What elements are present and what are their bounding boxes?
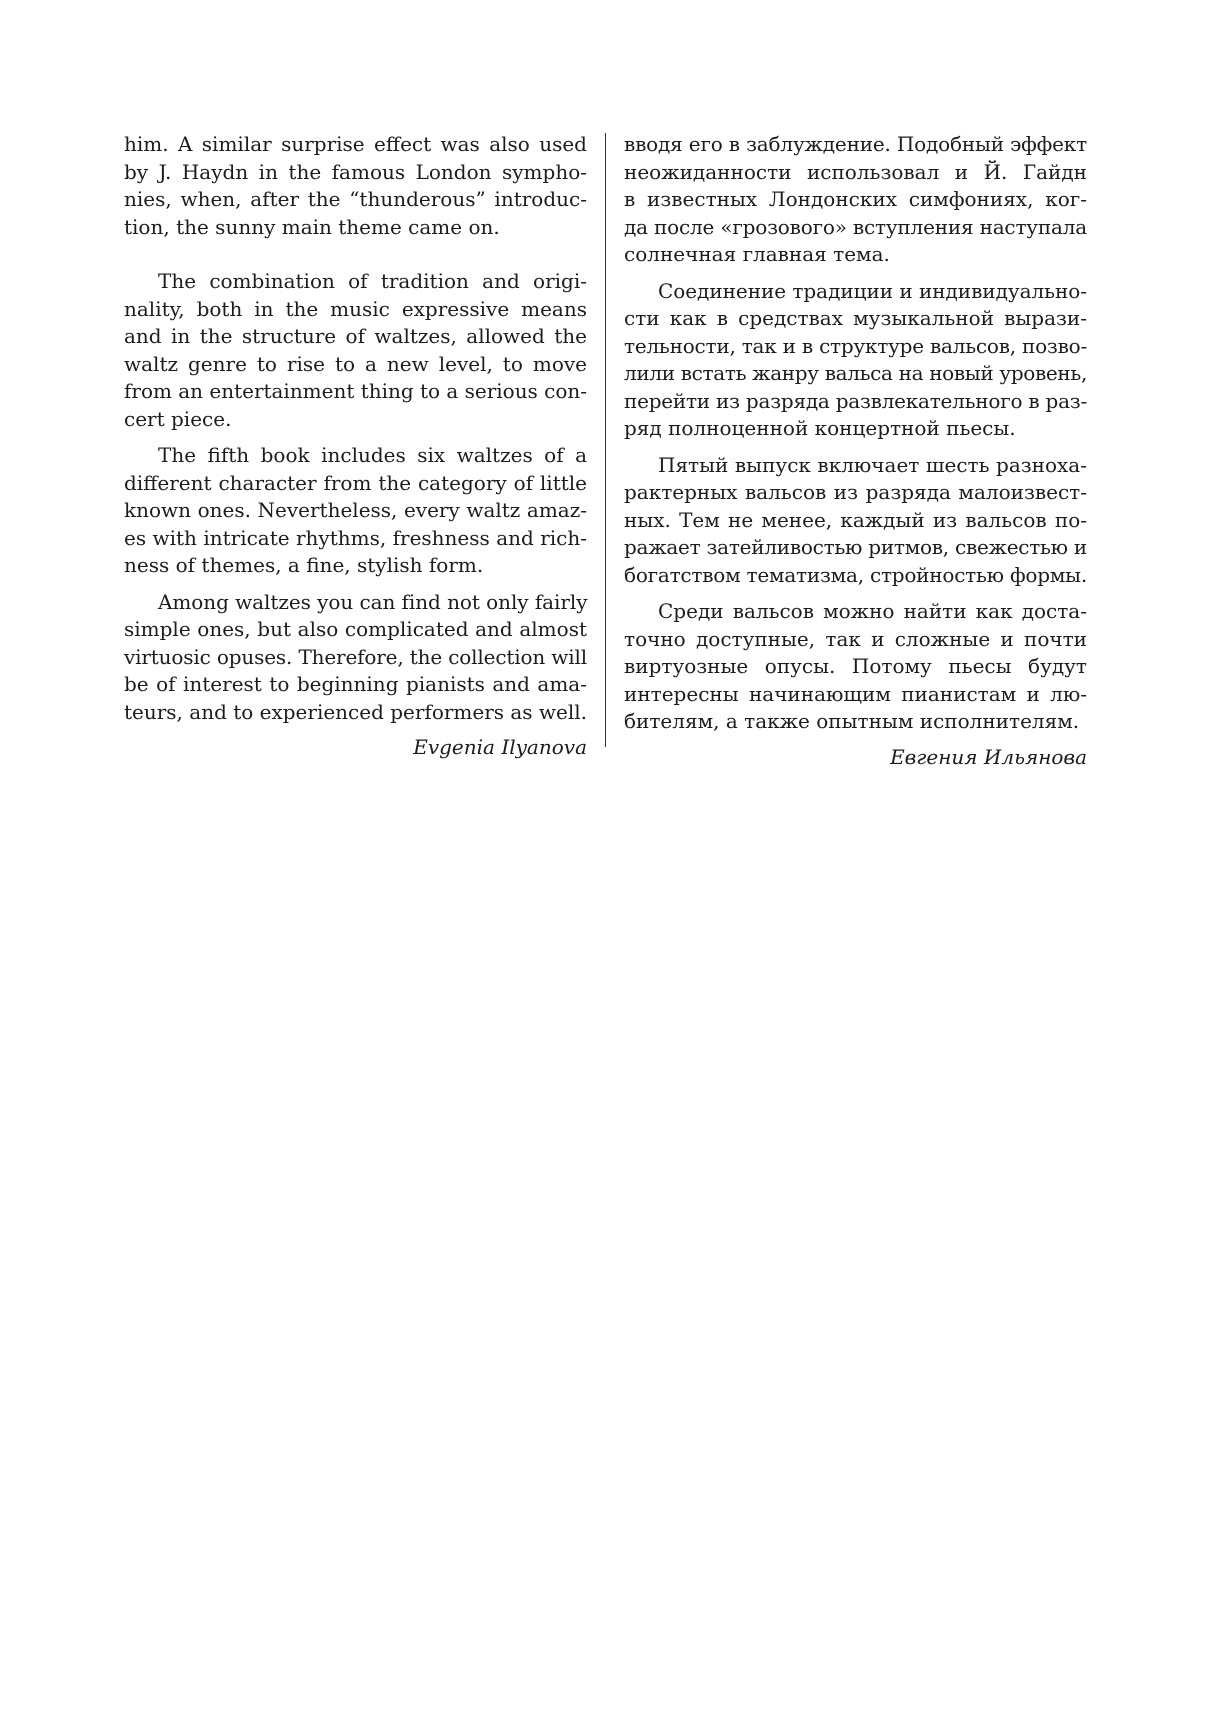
- text-line: known ones. Nevertheless, every waltz amaz-: [124, 498, 587, 522]
- text-line: вводя его в заблуждение. Подобный эффект: [624, 132, 1087, 156]
- text-line: ражает затейливостью ритмов, свежестью и: [624, 535, 1087, 559]
- text-line: virtuosic opuses. Therefore, the collection will: [124, 644, 587, 669]
- paragraph: [124, 442, 587, 580]
- column-divider: [605, 133, 606, 747]
- text-line: тельности, так и в структуре вальсов, позво-: [624, 333, 1087, 358]
- text-line: в известных Лондонских симфониях, ког-: [624, 187, 1087, 211]
- text-line: simple ones, but also complicated and almost: [124, 617, 587, 641]
- text-line: сти как в средствах музыкальной вырази-: [624, 306, 1087, 330]
- text-line: The fifth book includes six waltzes of a: [158, 443, 587, 467]
- russian-column: [624, 131, 1087, 771]
- text-line: перейти из разряда развлекательного в раз-: [624, 388, 1087, 413]
- text-line: неожиданности использовал и Й. Гайдн: [624, 159, 1087, 184]
- text-line: waltz genre to rise to a new level, to move: [124, 351, 587, 376]
- text-line: from an entertainment thing to a serious con-: [124, 379, 587, 403]
- paragraph: [624, 131, 1087, 269]
- text-line: be of interest to beginning pianists and ama-: [124, 672, 587, 696]
- text-line: Among waltzes you can find not only fairly: [158, 589, 588, 614]
- author-signature: Евгения Ильянова: [890, 744, 1087, 769]
- spacer: [624, 589, 1087, 598]
- text-line: ness of themes, a fine, stylish form.: [124, 553, 484, 577]
- text-line: nies, when, after the “thunderous” introduc-: [124, 187, 587, 211]
- author-signature: Evgenia Ilyanova: [413, 735, 587, 759]
- text-line: tion, the sunny main theme came on.: [124, 214, 500, 239]
- text-line: nality, both in the music expressive means: [124, 296, 587, 321]
- text-line: The combination of tradition and origi-: [158, 269, 587, 293]
- text-line: Среди вальсов можно найти как доста-: [658, 599, 1087, 623]
- text-line: Пятый выпуск включает шесть разноха-: [658, 452, 1087, 477]
- text-line: by J. Haydn in the famous London sympho-: [124, 159, 587, 184]
- paragraph: [124, 268, 587, 433]
- text-line: рактерных вальсов из разряда малоизвест-: [624, 480, 1087, 504]
- paragraph: [624, 452, 1087, 590]
- text-line: and in the structure of waltzes, allowed the: [124, 324, 587, 348]
- text-line: солнечная главная тема.: [624, 242, 890, 266]
- paragraph: [124, 589, 587, 727]
- spacer: [624, 443, 1087, 452]
- text-line: teurs, and to experienced performers as well.: [124, 699, 587, 724]
- text-line: да после «грозового» вступления наступала: [624, 214, 1087, 239]
- spacer: [124, 433, 587, 442]
- english-column: [124, 131, 587, 762]
- text-line: лили встать жанру вальса на новый уровень,: [624, 361, 1087, 385]
- text-line: бителям, а также опытным исполнителям.: [624, 709, 1080, 733]
- text-line: Соединение традиции и индивидуально-: [658, 278, 1088, 303]
- text-line: интересны начинающим пианистам и лю-: [624, 681, 1087, 706]
- text-line: cert piece.: [124, 406, 232, 431]
- text-line: es with intricate rhythms, freshness and rich-: [124, 525, 587, 550]
- text-line: виртуозные опусы. Потому пьесы будут: [624, 654, 1087, 678]
- paragraph: [124, 131, 587, 241]
- spacer: [624, 269, 1087, 278]
- text-line: ных. Тем не менее, каждый из вальсов по-: [624, 507, 1087, 532]
- spacer: [124, 580, 587, 589]
- paragraph: [624, 278, 1087, 443]
- text-line: точно доступные, так и сложные и почти: [624, 626, 1087, 651]
- text-line: ряд полноценной концертной пьесы.: [624, 416, 1016, 440]
- paragraph: [624, 598, 1087, 736]
- spacer: [124, 241, 587, 268]
- text-line: him. A similar surprise effect was also used: [124, 132, 587, 156]
- text-line: different character from the category of little: [124, 470, 587, 495]
- text-line: богатством тематизма, стройностью формы.: [624, 562, 1087, 587]
